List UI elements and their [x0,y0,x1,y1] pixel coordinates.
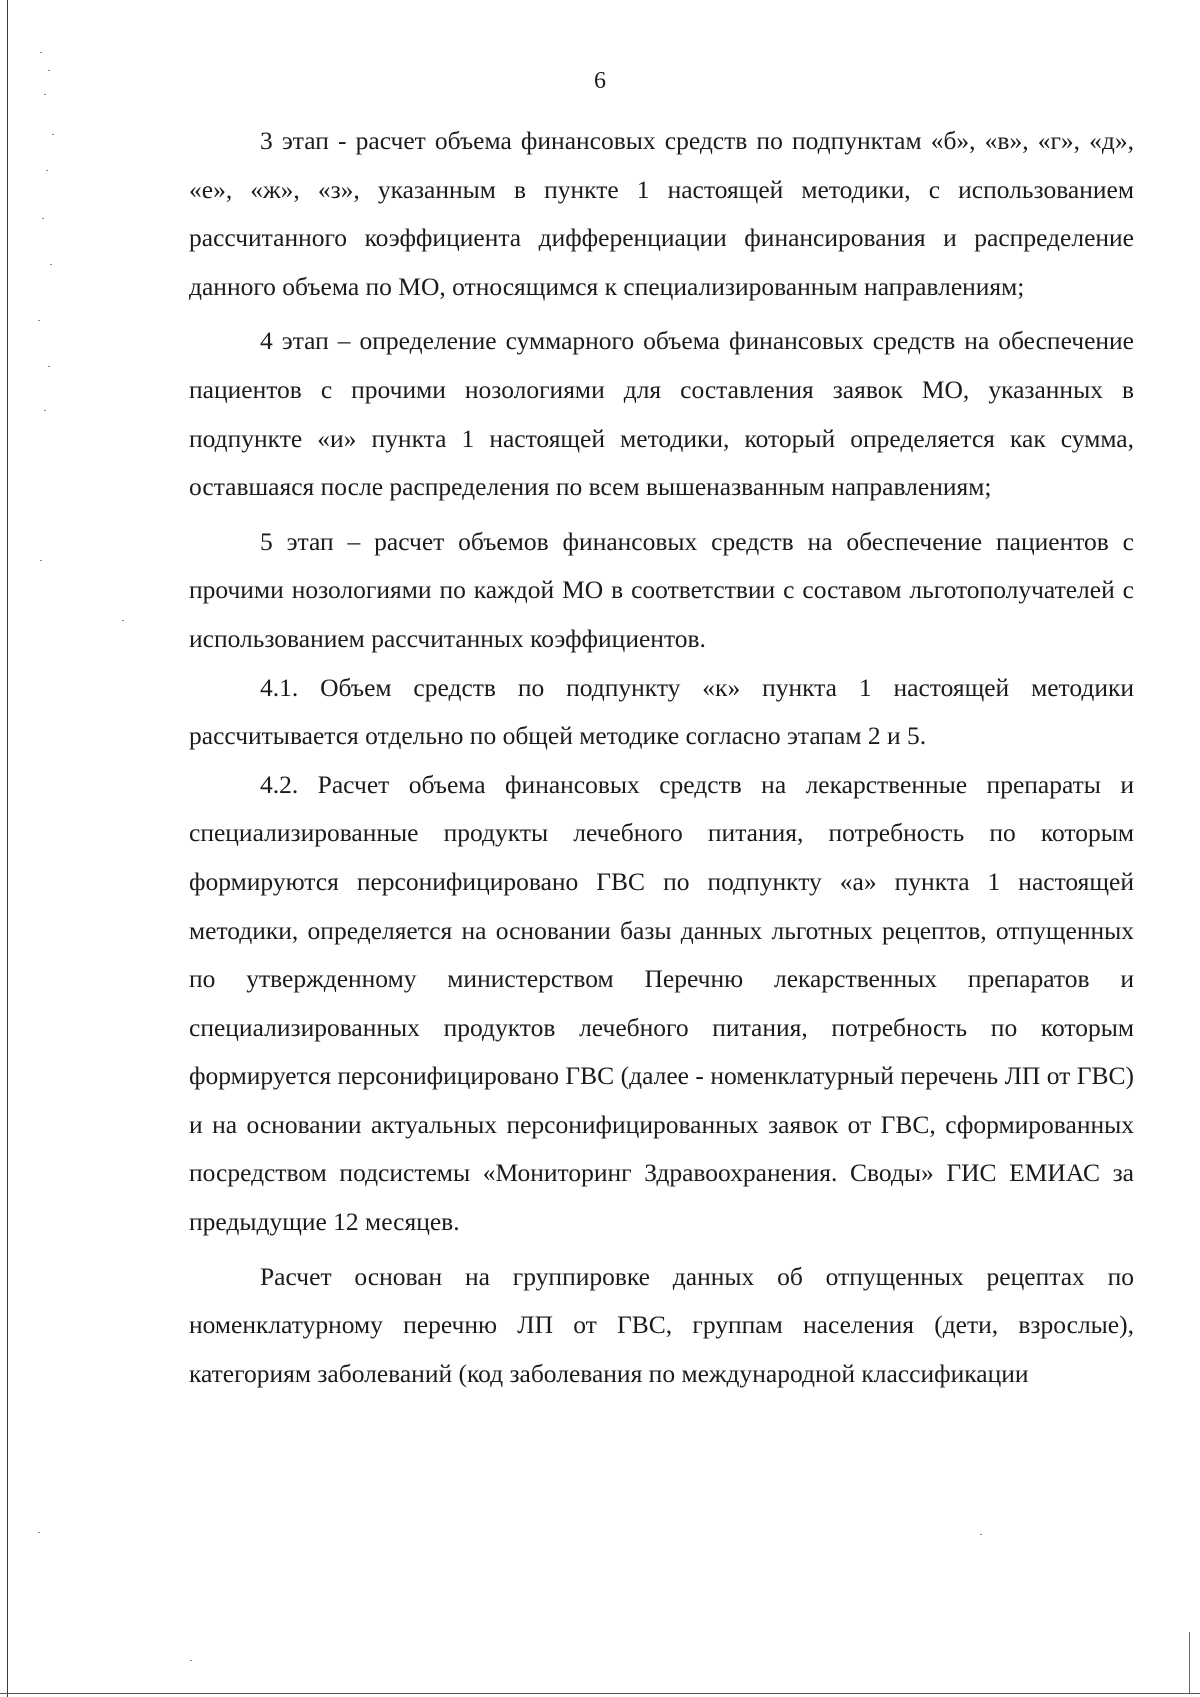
scan-speck [46,170,48,171]
scan-speck [52,134,54,135]
scan-right-edge-mark [1189,1632,1190,1693]
paragraph-stage-3: 3 этап - расчет объема финансовых средств по подпунктам «б», «в», «г», «д», «е», «ж», «з», указанным в пункте 1 настоящей методики, с использованием рассчитанного коэффициента дифференциации финансирования и распределение данного объема по МО, относящимся к специализированным направлениям; [189,126,1134,301]
scan-speck [190,1660,192,1661]
scan-speck [122,620,124,621]
scan-speck [50,264,52,265]
scan-speck [38,320,40,321]
scan-speck [40,560,42,561]
document-body [189,117,1134,1398]
scan-speck [980,1534,982,1535]
page-number: 6 [594,68,606,94]
scan-speck [48,366,50,367]
scan-speck [38,1532,40,1533]
paragraph-stage-4: 4 этап – определение суммарного объема финансовых средств на обеспечение пациентов с прочими нозологиями для составления заявок МО, указанных в подпункте «и» пункта 1 настоящей методики, который определяется как сумма, оставшаяся после распределения по всем вышеназванным направлениям; [189,326,1134,502]
paragraph-4-1: 4.1. Объем средств по подпункту «к» пункта 1 настоящей методики рассчитывается отдельно по общей методике согласно этапам 2 и 5. [189,672,1134,751]
paragraph-stage-5: 5 этап – расчет объемов финансовых средств на обеспечение пациентов с прочими нозологиями по каждой МО в соответствии с составом льготополучателей с использованием рассчитанных коэффициентов. [189,526,1134,653]
scan-speck [42,218,44,219]
scan-speck [44,410,46,411]
scan-speck [40,52,42,53]
scan-bottom-line [0,1693,1200,1694]
scan-binding-line [7,0,8,1697]
paragraph-calculation-basis: Расчет основан на группировке данных об отпущенных рецептах по номенклатурному перечню ЛП от ГВС, группам населения (дети, взрослые), категориям заболеваний (код заболевания по международной классификации [189,1261,1134,1388]
paragraph-4-2: 4.2. Расчет объема финансовых средств на лекарственные препараты и специализированные продукты лечебного питания, потребность по которым формируются персонифицировано ГВС по подпункту «а» пункта 1 настоящей методики, определяется на основании базы данных льготных рецептов, отпущенных по утвержденному министерством Перечню лекарственных препаратов и специализированных продуктов лечебного питания, потребность по которым формируется персонифицировано ГВС (далее - номенклатурный перечень ЛП от ГВС) и на основании актуальных персонифицированных заявок от ГВС, сформированных посредством подсистемы «Мониторинг Здравоохранения. Своды» ГИС ЕМИАС за предыдущие 12 месяцев. [189,769,1134,1237]
